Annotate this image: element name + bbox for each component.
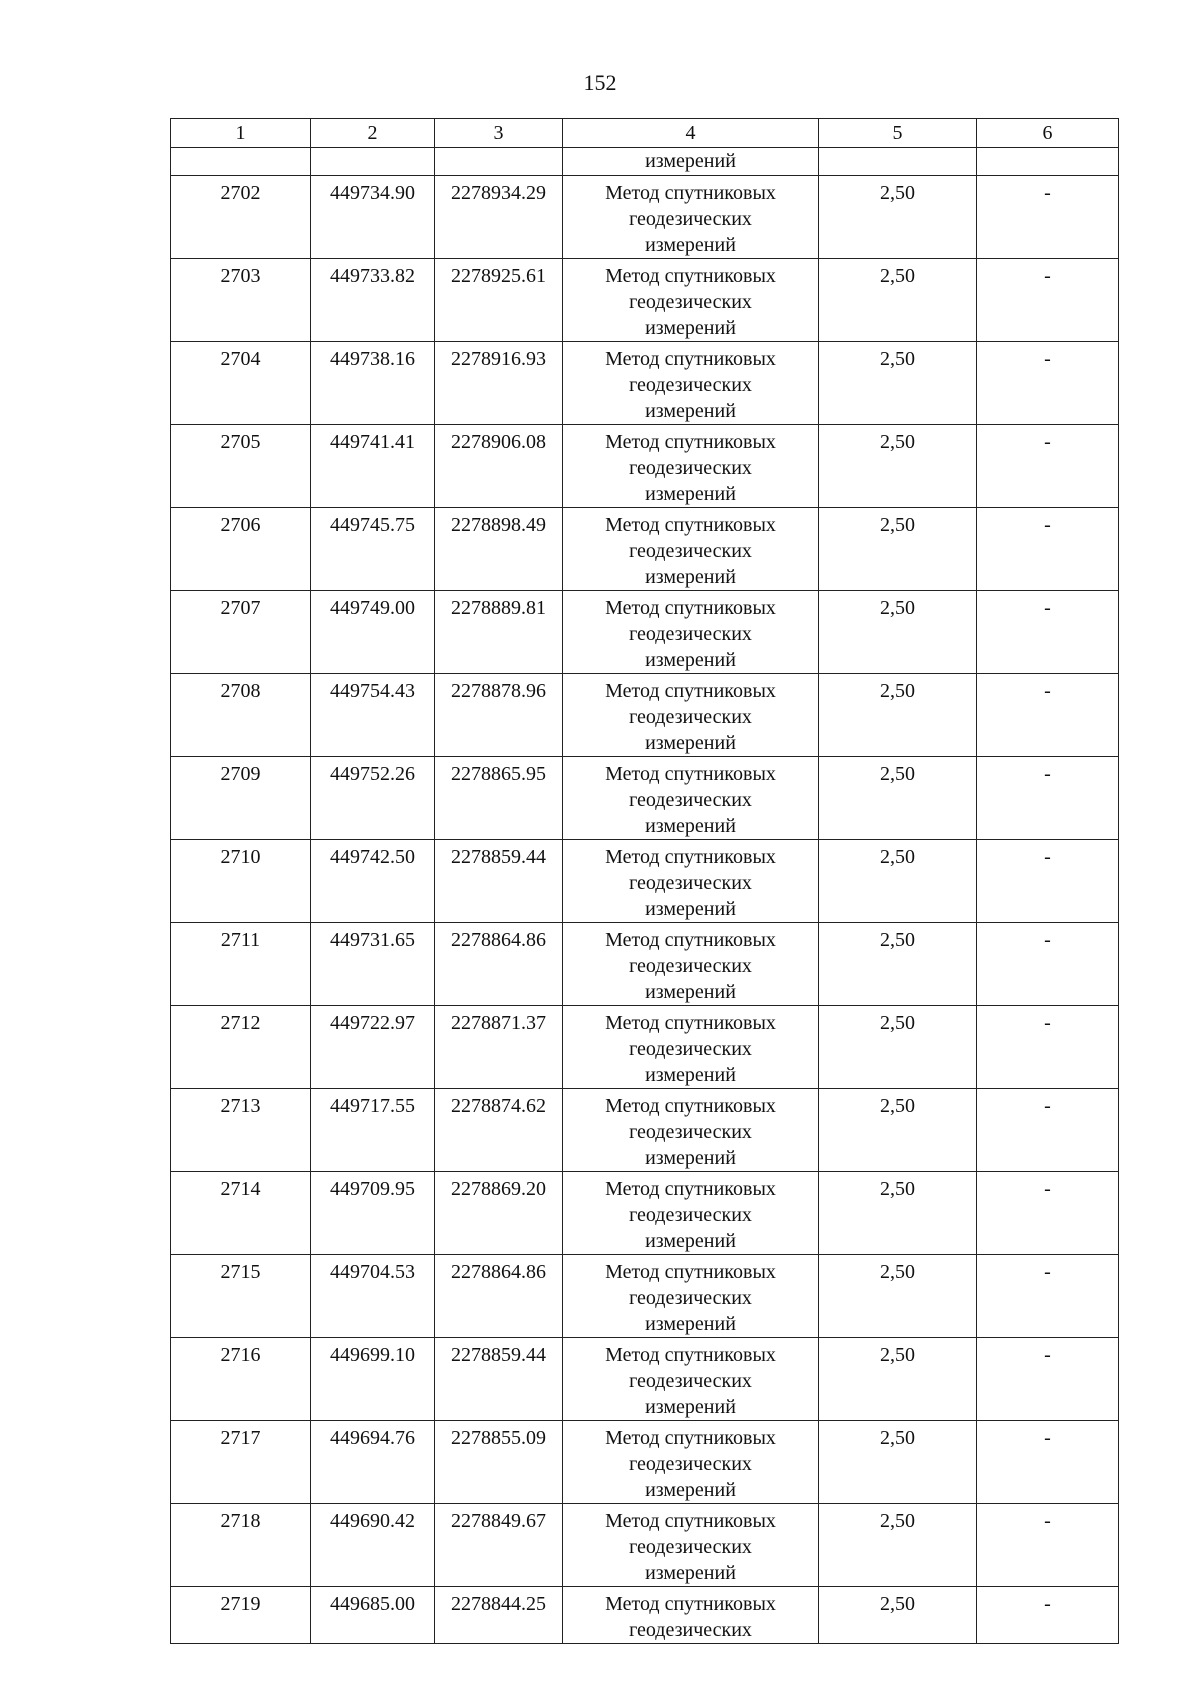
method-cell [563, 1089, 819, 1172]
point-number-cell: 2713 [171, 1089, 311, 1172]
method-line: измерений [645, 1396, 736, 1418]
method-line: геодезических [629, 1619, 752, 1641]
method-line: геодезических [629, 291, 752, 313]
header-col-5: 5 [819, 119, 977, 148]
accuracy-cell: 2,50 [819, 923, 977, 1006]
note-cell: - [977, 176, 1119, 259]
x-coordinate-cell: 449738.16 [311, 342, 435, 425]
note-cell: - [977, 508, 1119, 591]
y-coordinate-cell: 2278898.49 [435, 508, 563, 591]
x-coordinate-cell: 449749.00 [311, 591, 435, 674]
table-row [171, 757, 1119, 840]
method-line: Метод спутниковых [605, 431, 776, 453]
x-coordinate-cell: 449741.41 [311, 425, 435, 508]
y-coordinate-cell: 2278889.81 [435, 591, 563, 674]
method-line: геодезических [629, 374, 752, 396]
point-number-cell: 2711 [171, 923, 311, 1006]
method-line: Метод спутниковых [605, 182, 776, 204]
note-cell: - [977, 674, 1119, 757]
point-number-cell: 2703 [171, 259, 311, 342]
table-row [171, 259, 1119, 342]
point-number-cell: 2718 [171, 1504, 311, 1587]
y-coordinate-cell: 2278871.37 [435, 1006, 563, 1089]
method-line: геодезических [629, 1204, 752, 1226]
x-coordinate-cell: 449731.65 [311, 923, 435, 1006]
method-line: измерений [645, 1479, 736, 1501]
method-cell [563, 1006, 819, 1089]
method-line: геодезических [629, 706, 752, 728]
header-row [171, 119, 1119, 148]
method-line: Метод спутниковых [605, 929, 776, 951]
method-cell [563, 1255, 819, 1338]
table-row [171, 508, 1119, 591]
table-row [171, 1172, 1119, 1255]
continuation-row [171, 148, 1119, 176]
accuracy-cell: 2,50 [819, 1006, 977, 1089]
method-cell [563, 1421, 819, 1504]
note-cell: - [977, 1338, 1119, 1421]
y-coordinate-cell: 2278855.09 [435, 1421, 563, 1504]
x-coordinate-cell: 449694.76 [311, 1421, 435, 1504]
point-number-cell: 2709 [171, 757, 311, 840]
x-coordinate-cell: 449709.95 [311, 1172, 435, 1255]
y-coordinate-cell: 2278864.86 [435, 923, 563, 1006]
note-cell: - [977, 1006, 1119, 1089]
point-number-cell: 2704 [171, 342, 311, 425]
header-col-1: 1 [171, 119, 311, 148]
method-line: Метод спутниковых [605, 846, 776, 868]
table-row [171, 1338, 1119, 1421]
method-cell [563, 342, 819, 425]
accuracy-cell: 2,50 [819, 1255, 977, 1338]
table-row [171, 1255, 1119, 1338]
accuracy-cell: 2,50 [819, 757, 977, 840]
y-coordinate-cell: 2278844.25 [435, 1587, 563, 1644]
continuation-text: измерений [563, 148, 819, 176]
point-number-cell: 2708 [171, 674, 311, 757]
method-cell [563, 1587, 819, 1644]
x-coordinate-cell: 449752.26 [311, 757, 435, 840]
accuracy-cell: 2,50 [819, 674, 977, 757]
method-line: геодезических [629, 1038, 752, 1060]
point-number-cell: 2715 [171, 1255, 311, 1338]
method-line: измерений [645, 234, 736, 256]
note-cell: - [977, 840, 1119, 923]
y-coordinate-cell: 2278865.95 [435, 757, 563, 840]
x-coordinate-cell: 449733.82 [311, 259, 435, 342]
x-coordinate-cell: 449699.10 [311, 1338, 435, 1421]
accuracy-cell: 2,50 [819, 1338, 977, 1421]
point-number-cell: 2707 [171, 591, 311, 674]
accuracy-cell: 2,50 [819, 591, 977, 674]
method-line: измерений [645, 317, 736, 339]
method-line: Метод спутниковых [605, 348, 776, 370]
method-line: Метод спутниковых [605, 1095, 776, 1117]
point-number-cell: 2717 [171, 1421, 311, 1504]
note-cell: - [977, 259, 1119, 342]
method-line: Метод спутниковых [605, 1510, 776, 1532]
accuracy-cell: 2,50 [819, 1089, 977, 1172]
table-row [171, 1587, 1119, 1644]
x-coordinate-cell: 449704.53 [311, 1255, 435, 1338]
table-row [171, 591, 1119, 674]
method-line: измерений [645, 732, 736, 754]
x-coordinate-cell: 449722.97 [311, 1006, 435, 1089]
method-line: геодезических [629, 1536, 752, 1558]
method-line: измерений [645, 815, 736, 837]
method-cell [563, 591, 819, 674]
y-coordinate-cell: 2278878.96 [435, 674, 563, 757]
accuracy-cell: 2,50 [819, 1172, 977, 1255]
method-cell [563, 1504, 819, 1587]
note-cell: - [977, 1255, 1119, 1338]
method-line: Метод спутниковых [605, 1593, 776, 1615]
point-number-cell: 2719 [171, 1587, 311, 1644]
header-col-2: 2 [311, 119, 435, 148]
note-cell: - [977, 1504, 1119, 1587]
y-coordinate-cell: 2278864.86 [435, 1255, 563, 1338]
x-coordinate-cell: 449745.75 [311, 508, 435, 591]
coordinates-table [170, 118, 1119, 1644]
point-number-cell: 2710 [171, 840, 311, 923]
method-line: Метод спутниковых [605, 1344, 776, 1366]
point-number-cell: 2706 [171, 508, 311, 591]
method-cell [563, 674, 819, 757]
method-line: геодезических [629, 789, 752, 811]
method-line: измерений [645, 981, 736, 1003]
method-cell [563, 425, 819, 508]
method-cell [563, 923, 819, 1006]
method-line: геодезических [629, 208, 752, 230]
y-coordinate-cell: 2278916.93 [435, 342, 563, 425]
method-line: измерений [645, 649, 736, 671]
method-line: геодезических [629, 1287, 752, 1309]
table-row [171, 1504, 1119, 1587]
method-line: измерений [645, 566, 736, 588]
method-line: измерений [645, 1064, 736, 1086]
note-cell: - [977, 591, 1119, 674]
method-cell [563, 508, 819, 591]
table-row [171, 1006, 1119, 1089]
method-line: измерений [645, 1313, 736, 1335]
method-line: Метод спутниковых [605, 597, 776, 619]
method-line: Метод спутниковых [605, 1012, 776, 1034]
accuracy-cell: 2,50 [819, 840, 977, 923]
point-number-cell: 2712 [171, 1006, 311, 1089]
accuracy-cell: 2,50 [819, 508, 977, 591]
header-col-3: 3 [435, 119, 563, 148]
method-line: геодезических [629, 623, 752, 645]
accuracy-cell: 2,50 [819, 1421, 977, 1504]
table-row [171, 840, 1119, 923]
accuracy-cell: 2,50 [819, 176, 977, 259]
method-line: Метод спутниковых [605, 763, 776, 785]
method-line: геодезических [629, 1453, 752, 1475]
table-row [171, 923, 1119, 1006]
table-row [171, 1089, 1119, 1172]
x-coordinate-cell: 449754.43 [311, 674, 435, 757]
note-cell: - [977, 757, 1119, 840]
table-row [171, 674, 1119, 757]
method-line: Метод спутниковых [605, 1178, 776, 1200]
x-coordinate-cell: 449742.50 [311, 840, 435, 923]
method-line: Метод спутниковых [605, 680, 776, 702]
method-cell [563, 1172, 819, 1255]
point-number-cell: 2702 [171, 176, 311, 259]
method-line: измерений [645, 1562, 736, 1584]
table-row [171, 342, 1119, 425]
method-line: Метод спутниковых [605, 514, 776, 536]
point-number-cell: 2716 [171, 1338, 311, 1421]
method-cell [563, 840, 819, 923]
accuracy-cell: 2,50 [819, 259, 977, 342]
y-coordinate-cell: 2278859.44 [435, 1338, 563, 1421]
note-cell: - [977, 923, 1119, 1006]
x-coordinate-cell: 449690.42 [311, 1504, 435, 1587]
point-number-cell: 2705 [171, 425, 311, 508]
method-line: Метод спутниковых [605, 1427, 776, 1449]
method-line: геодезических [629, 955, 752, 977]
header-col-4: 4 [563, 119, 819, 148]
method-line: геодезических [629, 540, 752, 562]
method-line: измерений [645, 400, 736, 422]
y-coordinate-cell: 2278925.61 [435, 259, 563, 342]
note-cell: - [977, 1172, 1119, 1255]
method-line: Метод спутниковых [605, 1261, 776, 1283]
note-cell: - [977, 425, 1119, 508]
accuracy-cell: 2,50 [819, 1587, 977, 1644]
table-row [171, 176, 1119, 259]
page-number: 152 [583, 70, 617, 95]
method-cell [563, 757, 819, 840]
y-coordinate-cell: 2278874.62 [435, 1089, 563, 1172]
method-line: измерений [645, 1230, 736, 1252]
accuracy-cell: 2,50 [819, 425, 977, 508]
note-cell: - [977, 1089, 1119, 1172]
method-line: Метод спутниковых [605, 265, 776, 287]
method-cell [563, 1338, 819, 1421]
method-line: геодезических [629, 1121, 752, 1143]
y-coordinate-cell: 2278906.08 [435, 425, 563, 508]
x-coordinate-cell: 449734.90 [311, 176, 435, 259]
note-cell: - [977, 342, 1119, 425]
method-line: измерений [645, 483, 736, 505]
point-number-cell: 2714 [171, 1172, 311, 1255]
table-row [171, 1421, 1119, 1504]
y-coordinate-cell: 2278859.44 [435, 840, 563, 923]
method-line: измерений [645, 1147, 736, 1169]
table-row [171, 425, 1119, 508]
x-coordinate-cell: 449685.00 [311, 1587, 435, 1644]
method-line: измерений [645, 898, 736, 920]
note-cell: - [977, 1587, 1119, 1644]
method-line: геодезических [629, 457, 752, 479]
accuracy-cell: 2,50 [819, 342, 977, 425]
accuracy-cell: 2,50 [819, 1504, 977, 1587]
note-cell: - [977, 1421, 1119, 1504]
y-coordinate-cell: 2278869.20 [435, 1172, 563, 1255]
x-coordinate-cell: 449717.55 [311, 1089, 435, 1172]
y-coordinate-cell: 2278934.29 [435, 176, 563, 259]
method-cell [563, 176, 819, 259]
method-cell [563, 259, 819, 342]
method-line: геодезических [629, 1370, 752, 1392]
method-line: геодезических [629, 872, 752, 894]
y-coordinate-cell: 2278849.67 [435, 1504, 563, 1587]
header-col-6: 6 [977, 119, 1119, 148]
